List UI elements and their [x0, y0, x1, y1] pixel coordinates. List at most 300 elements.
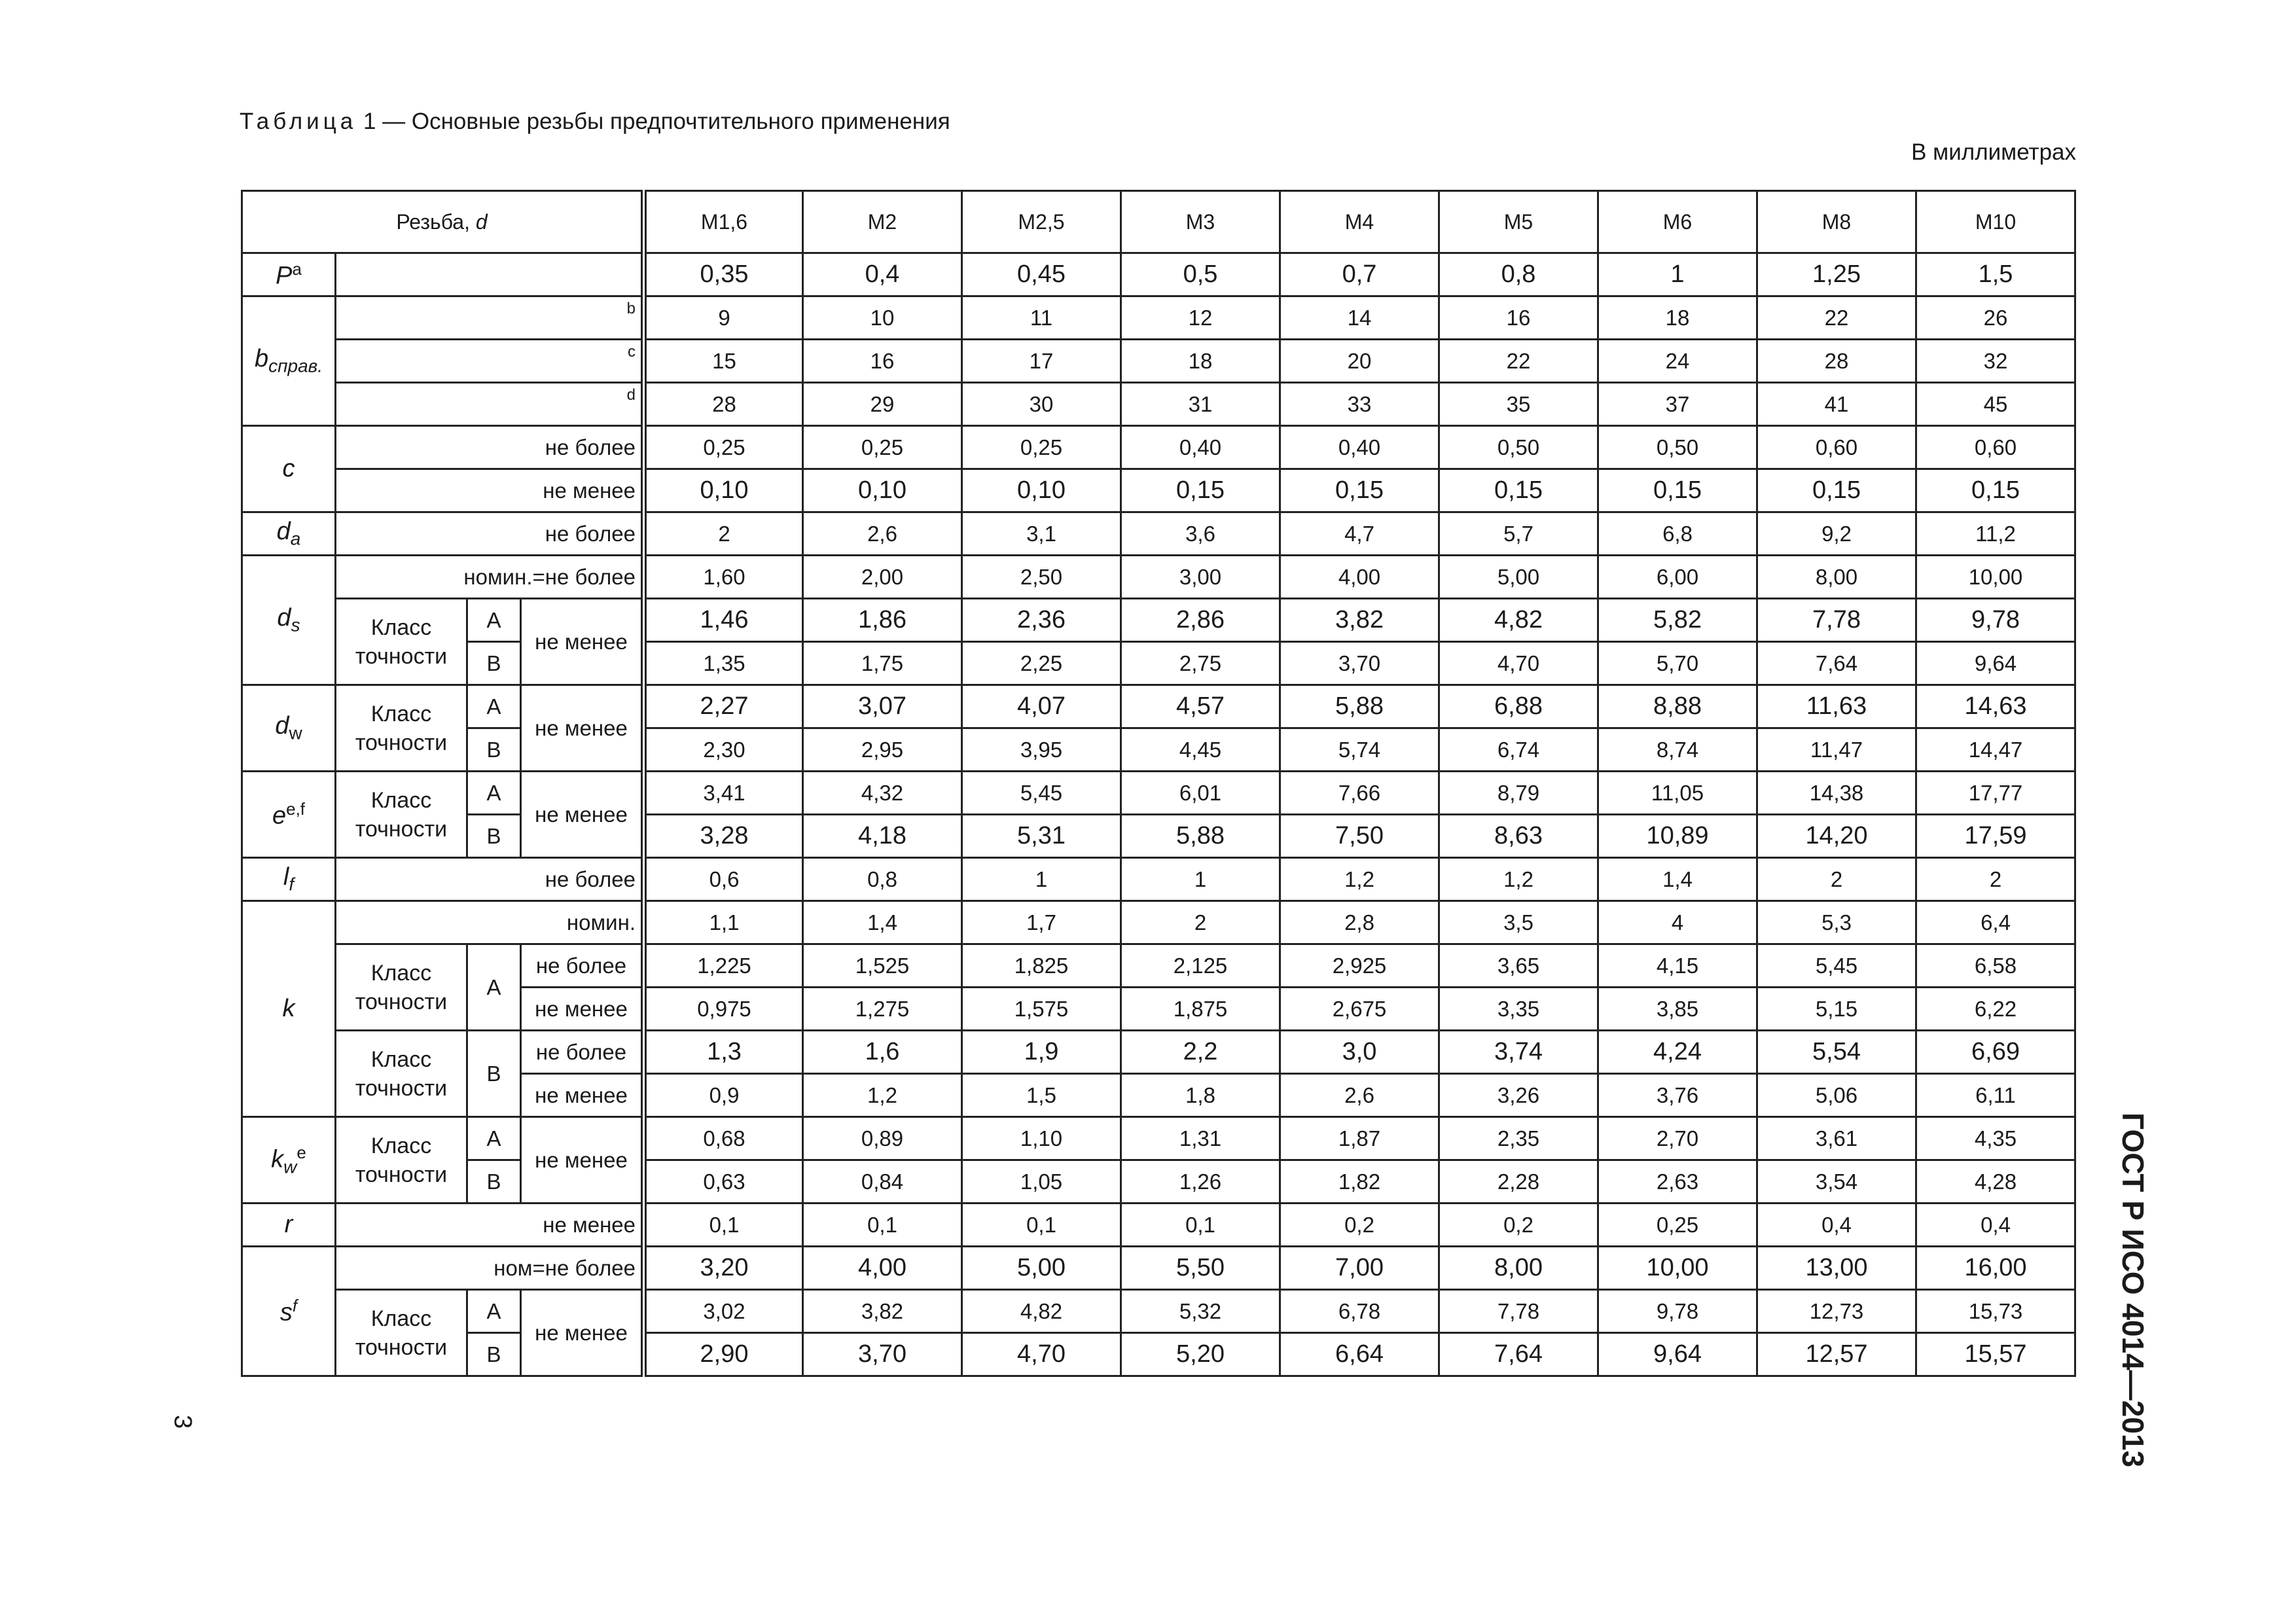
value-cell: 7,66 — [1280, 772, 1439, 815]
value-cell: 1,1 — [644, 901, 803, 944]
value-cell: 3,65 — [1439, 944, 1598, 988]
class-letter: A — [467, 599, 521, 642]
table-row — [242, 1333, 2075, 1376]
value-cell: 0,4 — [1757, 1204, 1916, 1247]
limit-label: не менее — [521, 1074, 644, 1117]
symbol-text: e — [272, 802, 287, 830]
value-cell: 0,25 — [1598, 1204, 1757, 1247]
value-cell: 3,0 — [1280, 1031, 1439, 1074]
class-letter: B — [467, 1333, 521, 1376]
value-cell: 12,73 — [1757, 1290, 1916, 1333]
empty-cell — [336, 253, 644, 296]
accuracy-class-label: Класс точности — [336, 685, 467, 772]
limit-label: не менее — [521, 1117, 644, 1204]
value-cell: 0,35 — [644, 253, 803, 296]
value-cell: 0,68 — [644, 1117, 803, 1160]
value-cell: 3,74 — [1439, 1031, 1598, 1074]
value-cell: 10 — [803, 296, 962, 340]
value-cell: 3,20 — [644, 1247, 803, 1290]
value-cell: 5,82 — [1598, 599, 1757, 642]
value-cell: 6,00 — [1598, 556, 1757, 599]
value-cell: 4,70 — [1439, 642, 1598, 685]
symbol-sup: e — [296, 1142, 306, 1162]
value-cell: 45 — [1916, 383, 2075, 426]
table-row — [242, 1204, 2075, 1247]
value-cell: 3,00 — [1121, 556, 1280, 599]
class-letter: A — [467, 1290, 521, 1333]
value-cell: 8,88 — [1598, 685, 1757, 728]
value-cell: 2,00 — [803, 556, 962, 599]
value-cell: 1,4 — [1598, 858, 1757, 901]
symbol-text: b — [254, 345, 269, 373]
value-cell: 15,57 — [1916, 1333, 2075, 1376]
value-cell: 3,02 — [644, 1290, 803, 1333]
header-label-var: d — [475, 209, 488, 234]
value-cell: 2 — [1121, 901, 1280, 944]
value-cell: 29 — [803, 383, 962, 426]
symbol-sub: w — [289, 722, 302, 743]
value-cell: 0,50 — [1598, 426, 1757, 469]
value-cell: 9 — [644, 296, 803, 340]
value-cell: 2,90 — [644, 1333, 803, 1376]
table-row — [242, 772, 2075, 815]
standard-designation — [2116, 1113, 2166, 1468]
value-cell: 1,31 — [1121, 1117, 1280, 1160]
value-cell: 3,76 — [1598, 1074, 1757, 1117]
value-cell: 9,64 — [1916, 642, 2075, 685]
limit-label: не менее — [336, 469, 644, 512]
class-letter: B — [467, 642, 521, 685]
value-cell: 18 — [1121, 340, 1280, 383]
value-cell: 6,88 — [1439, 685, 1598, 728]
table-row — [242, 728, 2075, 772]
thread-table — [241, 190, 2076, 1377]
value-cell: 1,9 — [962, 1031, 1121, 1074]
table-row — [242, 512, 2075, 556]
limit-label: не менее — [521, 599, 644, 685]
value-cell: 0,40 — [1121, 426, 1280, 469]
symbol-text: l — [283, 863, 289, 891]
value-cell: 0,8 — [1439, 253, 1598, 296]
value-cell: 33 — [1280, 383, 1439, 426]
value-cell: 6,8 — [1598, 512, 1757, 556]
value-cell: 8,00 — [1439, 1247, 1598, 1290]
value-cell: 2 — [644, 512, 803, 556]
table-row — [242, 815, 2075, 858]
limit-label: не менее — [521, 685, 644, 772]
value-cell: 2,50 — [962, 556, 1121, 599]
value-cell: 4,32 — [803, 772, 962, 815]
accuracy-class-label: Класс точности — [336, 1117, 467, 1204]
accuracy-class-label: Класс точности — [336, 1031, 467, 1117]
accuracy-class-label: Класс точности — [336, 772, 467, 858]
value-cell: 5,32 — [1121, 1290, 1280, 1333]
symbol-cell: r — [242, 1204, 336, 1247]
value-cell: 4,35 — [1916, 1117, 2075, 1160]
value-cell: 2,75 — [1121, 642, 1280, 685]
table-row — [242, 901, 2075, 944]
value-cell: 1,3 — [644, 1031, 803, 1074]
value-cell: 1,525 — [803, 944, 962, 988]
value-cell: 12 — [1121, 296, 1280, 340]
value-cell: 7,64 — [1757, 642, 1916, 685]
class-letter: A — [467, 685, 521, 728]
symbol-cell — [242, 685, 336, 772]
limit-label: не менее — [521, 1290, 644, 1376]
value-cell: 5,00 — [1439, 556, 1598, 599]
limit-label: ном=не более — [336, 1247, 644, 1290]
value-cell: 4,57 — [1121, 685, 1280, 728]
value-cell: 3,85 — [1598, 988, 1757, 1031]
symbol-text: P — [276, 262, 293, 290]
caption-word: Таблица — [240, 109, 357, 134]
value-cell: 7,78 — [1757, 599, 1916, 642]
value-cell: 9,2 — [1757, 512, 1916, 556]
value-cell: 2,95 — [803, 728, 962, 772]
symbol-cell — [242, 772, 336, 858]
symbol-sub: s — [291, 615, 300, 635]
value-cell: 10,00 — [1598, 1247, 1757, 1290]
class-letter: B — [467, 728, 521, 772]
table-row — [242, 599, 2075, 642]
symbol-cell: c — [242, 426, 336, 512]
value-cell: 0,9 — [644, 1074, 803, 1117]
value-cell: 6,58 — [1916, 944, 2075, 988]
value-cell: 3,5 — [1439, 901, 1598, 944]
value-cell: 1,87 — [1280, 1117, 1439, 1160]
value-cell: 1,2 — [803, 1074, 962, 1117]
value-cell: 5,45 — [962, 772, 1121, 815]
value-cell: 4,7 — [1280, 512, 1439, 556]
symbol-cell — [242, 1247, 336, 1376]
value-cell: 10,00 — [1916, 556, 2075, 599]
value-cell: 2,8 — [1280, 901, 1439, 944]
value-cell: 4,28 — [1916, 1160, 2075, 1204]
symbol-cell — [242, 1117, 336, 1204]
value-cell: 0,15 — [1280, 469, 1439, 512]
value-cell: 22 — [1439, 340, 1598, 383]
limit-label: номин.=не более — [336, 556, 644, 599]
table-row — [242, 426, 2075, 469]
value-cell: 2 — [1757, 858, 1916, 901]
value-cell: 14,63 — [1916, 685, 2075, 728]
value-cell: 0,6 — [644, 858, 803, 901]
header-row — [242, 191, 2075, 253]
value-cell: 2,925 — [1280, 944, 1439, 988]
value-cell: 11,2 — [1916, 512, 2075, 556]
value-cell: 1,825 — [962, 944, 1121, 988]
value-cell: 6,64 — [1280, 1333, 1439, 1376]
value-cell: 1,8 — [1121, 1074, 1280, 1117]
table-row — [242, 1031, 2075, 1074]
value-cell: 14,38 — [1757, 772, 1916, 815]
symbol-cell: k — [242, 901, 336, 1117]
value-cell: 11,47 — [1757, 728, 1916, 772]
symbol-sub: f — [289, 874, 295, 895]
value-cell: 4,82 — [962, 1290, 1121, 1333]
value-cell: 1,225 — [644, 944, 803, 988]
value-cell: 3,07 — [803, 685, 962, 728]
value-cell: 30 — [962, 383, 1121, 426]
symbol-sup: f — [292, 1295, 298, 1315]
value-cell: 1,25 — [1757, 253, 1916, 296]
limit-label: не более — [521, 1031, 644, 1074]
value-cell: 35 — [1439, 383, 1598, 426]
value-cell: 4,24 — [1598, 1031, 1757, 1074]
value-cell: 0,25 — [803, 426, 962, 469]
value-cell: 1,2 — [1439, 858, 1598, 901]
value-cell: 3,28 — [644, 815, 803, 858]
value-cell: 0,15 — [1757, 469, 1916, 512]
value-cell: 5,54 — [1757, 1031, 1916, 1074]
table-row — [242, 1247, 2075, 1290]
limit-label: не менее — [521, 988, 644, 1031]
value-cell: 3,1 — [962, 512, 1121, 556]
value-cell: 3,54 — [1757, 1160, 1916, 1204]
value-cell: 3,41 — [644, 772, 803, 815]
value-cell: 11 — [962, 296, 1121, 340]
value-cell: 5,00 — [962, 1247, 1121, 1290]
value-cell: 0,10 — [644, 469, 803, 512]
value-cell: 1 — [1121, 858, 1280, 901]
value-cell: 0,60 — [1916, 426, 2075, 469]
limit-label: не менее — [521, 772, 644, 858]
value-cell: 7,50 — [1280, 815, 1439, 858]
value-cell: 10,89 — [1598, 815, 1757, 858]
table-row — [242, 1290, 2075, 1333]
symbol-text: d — [275, 712, 289, 740]
value-cell: 4,15 — [1598, 944, 1757, 988]
value-cell: 4,00 — [1280, 556, 1439, 599]
value-cell: 5,45 — [1757, 944, 1916, 988]
value-cell: 0,4 — [803, 253, 962, 296]
value-cell: 2,6 — [803, 512, 962, 556]
value-cell: 1,26 — [1121, 1160, 1280, 1204]
value-cell: 4,70 — [962, 1333, 1121, 1376]
value-cell: 1,05 — [962, 1160, 1121, 1204]
value-cell: 6,11 — [1916, 1074, 2075, 1117]
value-cell: 14 — [1280, 296, 1439, 340]
table-row — [242, 642, 2075, 685]
value-cell: 16 — [1439, 296, 1598, 340]
value-cell: 1,75 — [803, 642, 962, 685]
value-cell: 0,15 — [1916, 469, 2075, 512]
value-cell: 4,18 — [803, 815, 962, 858]
value-cell: 6,74 — [1439, 728, 1598, 772]
value-cell: 31 — [1121, 383, 1280, 426]
value-cell: 15,73 — [1916, 1290, 2075, 1333]
value-cell: 2,25 — [962, 642, 1121, 685]
value-cell: 3,95 — [962, 728, 1121, 772]
value-cell: 5,88 — [1121, 815, 1280, 858]
value-cell: 0,1 — [644, 1204, 803, 1247]
value-cell: 0,1 — [1121, 1204, 1280, 1247]
value-cell: 1,275 — [803, 988, 962, 1031]
class-letter: B — [467, 815, 521, 858]
value-cell: 11,63 — [1757, 685, 1916, 728]
value-cell: 8,63 — [1439, 815, 1598, 858]
value-cell: 6,4 — [1916, 901, 2075, 944]
table-caption — [240, 109, 950, 135]
value-cell: 8,74 — [1598, 728, 1757, 772]
table-row — [242, 944, 2075, 988]
symbol-sub: a — [290, 528, 301, 549]
header-cell: М2,5 — [962, 191, 1121, 253]
value-cell: 14,47 — [1916, 728, 2075, 772]
value-cell: 0,1 — [962, 1204, 1121, 1247]
value-cell: 11,05 — [1598, 772, 1757, 815]
value-cell: 1,46 — [644, 599, 803, 642]
value-cell: 9,64 — [1598, 1333, 1757, 1376]
value-cell: 1 — [962, 858, 1121, 901]
header-label-text: Резьба, — [396, 209, 476, 234]
value-cell: 14,20 — [1757, 815, 1916, 858]
class-letter: B — [467, 1160, 521, 1204]
value-cell: 4 — [1598, 901, 1757, 944]
value-cell: 0,50 — [1439, 426, 1598, 469]
class-letter: A — [467, 772, 521, 815]
value-cell: 0,10 — [803, 469, 962, 512]
note-mark: d — [336, 383, 644, 426]
value-cell: 16,00 — [1916, 1247, 2075, 1290]
symbol-text: k — [271, 1145, 284, 1173]
units-note: В миллиметрах — [1911, 139, 2076, 165]
value-cell: 26 — [1916, 296, 2075, 340]
value-cell: 17,77 — [1916, 772, 2075, 815]
header-label — [242, 191, 644, 253]
symbol-text: d — [276, 518, 291, 546]
value-cell: 3,6 — [1121, 512, 1280, 556]
table-row — [242, 556, 2075, 599]
value-cell: 22 — [1757, 296, 1916, 340]
value-cell: 1,7 — [962, 901, 1121, 944]
value-cell: 5,74 — [1280, 728, 1439, 772]
symbol-cell — [242, 556, 336, 685]
header-cell: М5 — [1439, 191, 1598, 253]
table-row — [242, 1117, 2075, 1160]
value-cell: 8,00 — [1757, 556, 1916, 599]
value-cell: 1,575 — [962, 988, 1121, 1031]
value-cell: 3,70 — [1280, 642, 1439, 685]
table-row — [242, 1160, 2075, 1204]
value-cell: 0,15 — [1439, 469, 1598, 512]
limit-label: не менее — [336, 1204, 644, 1247]
value-cell: 1,875 — [1121, 988, 1280, 1031]
value-cell: 3,61 — [1757, 1117, 1916, 1160]
value-cell: 9,78 — [1598, 1290, 1757, 1333]
value-cell: 3,82 — [803, 1290, 962, 1333]
value-cell: 0,25 — [644, 426, 803, 469]
header-cell: М1,6 — [644, 191, 803, 253]
value-cell: 0,60 — [1757, 426, 1916, 469]
symbol-text: s — [279, 1298, 293, 1327]
symbol-sub: w — [283, 1156, 297, 1177]
value-cell: 2,70 — [1598, 1117, 1757, 1160]
value-cell: 5,7 — [1439, 512, 1598, 556]
value-cell: 0,7 — [1280, 253, 1439, 296]
value-cell: 5,31 — [962, 815, 1121, 858]
value-cell: 24 — [1598, 340, 1757, 383]
value-cell: 0,15 — [1121, 469, 1280, 512]
value-cell: 2,27 — [644, 685, 803, 728]
value-cell: 7,78 — [1439, 1290, 1598, 1333]
header-cell: М3 — [1121, 191, 1280, 253]
value-cell: 0,45 — [962, 253, 1121, 296]
value-cell: 1,60 — [644, 556, 803, 599]
standard-text: ГОСТ Р ИСО 4014—2013 — [2116, 1113, 2150, 1468]
value-cell: 2,35 — [1439, 1117, 1598, 1160]
class-letter: B — [467, 1031, 521, 1117]
value-cell: 0,975 — [644, 988, 803, 1031]
value-cell: 5,50 — [1121, 1247, 1280, 1290]
value-cell: 2,6 — [1280, 1074, 1439, 1117]
page-number: 3 — [169, 1415, 196, 1429]
symbol-sub: справ. — [268, 355, 323, 376]
value-cell: 1,5 — [1916, 253, 2075, 296]
value-cell: 6,69 — [1916, 1031, 2075, 1074]
value-cell: 4,00 — [803, 1247, 962, 1290]
symbol-text: d — [277, 604, 291, 632]
value-cell: 5,06 — [1757, 1074, 1916, 1117]
value-cell: 0,8 — [803, 858, 962, 901]
limit-label: не более — [336, 858, 644, 901]
value-cell: 2,63 — [1598, 1160, 1757, 1204]
value-cell: 5,3 — [1757, 901, 1916, 944]
value-cell: 2,30 — [644, 728, 803, 772]
accuracy-class-label: Класс точности — [336, 1290, 467, 1376]
table-row — [242, 296, 2075, 340]
value-cell: 0,15 — [1598, 469, 1757, 512]
value-cell: 7,64 — [1439, 1333, 1598, 1376]
class-letter: A — [467, 1117, 521, 1160]
value-cell: 1,86 — [803, 599, 962, 642]
symbol-cell — [242, 253, 336, 296]
accuracy-class-label: Класс точности — [336, 599, 467, 685]
note-mark: c — [336, 340, 644, 383]
caption-text: 1 — Основные резьбы предпочтительного применения — [357, 109, 950, 134]
value-cell: 6,22 — [1916, 988, 2075, 1031]
value-cell: 13,00 — [1757, 1247, 1916, 1290]
value-cell: 9,78 — [1916, 599, 2075, 642]
value-cell: 5,15 — [1757, 988, 1916, 1031]
value-cell: 1 — [1598, 253, 1757, 296]
value-cell: 1,5 — [962, 1074, 1121, 1117]
value-cell: 7,00 — [1280, 1247, 1439, 1290]
value-cell: 17,59 — [1916, 815, 2075, 858]
symbol-sup: a — [292, 259, 302, 279]
value-cell: 1,6 — [803, 1031, 962, 1074]
value-cell: 0,25 — [962, 426, 1121, 469]
header-cell: М4 — [1280, 191, 1439, 253]
symbol-cell — [242, 296, 336, 426]
value-cell: 4,82 — [1439, 599, 1598, 642]
value-cell: 3,35 — [1439, 988, 1598, 1031]
value-cell: 0,89 — [803, 1117, 962, 1160]
table-row — [242, 253, 2075, 296]
value-cell: 37 — [1598, 383, 1757, 426]
value-cell: 0,2 — [1439, 1204, 1598, 1247]
value-cell: 8,79 — [1439, 772, 1598, 815]
header-cell: М2 — [803, 191, 962, 253]
value-cell: 1,82 — [1280, 1160, 1439, 1204]
value-cell: 2,36 — [962, 599, 1121, 642]
value-cell: 2,2 — [1121, 1031, 1280, 1074]
value-cell: 2,28 — [1439, 1160, 1598, 1204]
value-cell: 0,63 — [644, 1160, 803, 1204]
value-cell: 2,125 — [1121, 944, 1280, 988]
value-cell: 2,675 — [1280, 988, 1439, 1031]
table-row — [242, 469, 2075, 512]
